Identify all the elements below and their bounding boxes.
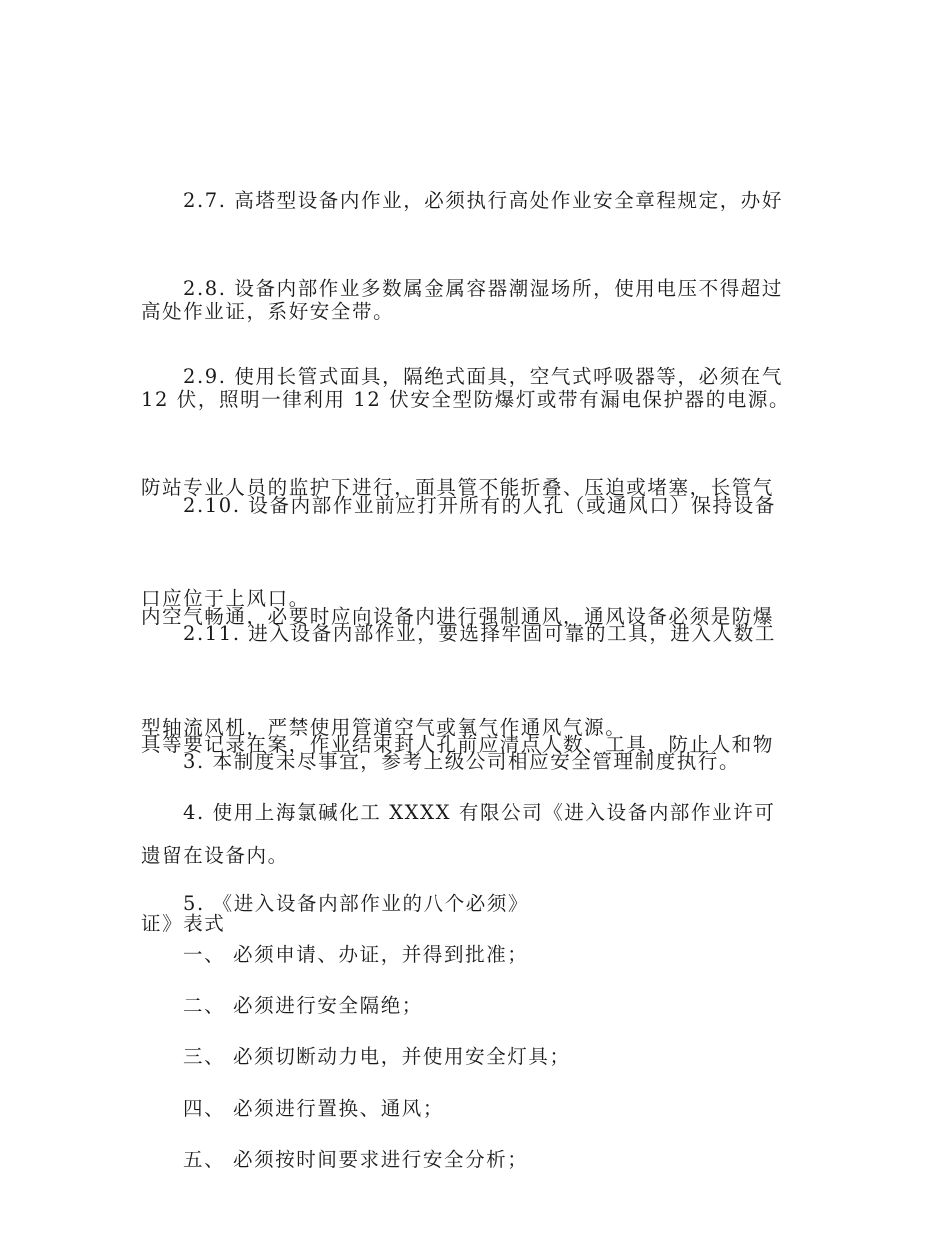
text-line: 具等要记录在案，作业结束封人孔前应清点人数、工具，防止人和物 — [141, 733, 775, 756]
list-item-5 — [141, 1067, 811, 1252]
text-line: 高处作业证，系好安全带。 — [141, 300, 395, 323]
text-line: 内空气畅通，必要时应向设备内进行强制通风，通风设备必须是防爆 — [141, 605, 775, 628]
text-line: 遗留在设备内。 — [141, 844, 289, 867]
text-line: 五、 必须按时间要求进行安全分析； — [183, 1148, 529, 1171]
text-line: 5. 《进入设备内部作业的八个必须》 — [183, 892, 530, 915]
text-line: 二、 必须进行安全隔绝； — [183, 994, 423, 1017]
text-line: 型轴流风机，严禁使用管道空气或氧气作通风气源。 — [141, 716, 627, 739]
text-line: 三、 必须切断动力电，并使用安全灯具； — [183, 1045, 571, 1068]
text-line: 2.10. 设备内部作业前应打开所有的人孔（或通风口）保持设备 — [183, 494, 776, 517]
text-line: 口应位于上风口。 — [141, 587, 310, 610]
text-line: 2.11. 进入设备内部作业，要选择牢固可靠的工具，进入人数工 — [183, 622, 776, 645]
text-line: 2.7. 高塔型设备内作业，必须执行高处作业安全章程规定，办好 — [183, 189, 784, 212]
text-line: 3. 本制度未尽事宜，参考上级公司相应安全管理制度执行。 — [183, 750, 741, 773]
text-line: 2.9. 使用长管式面具，隔绝式面具，空气式呼吸器等，必须在气 — [183, 365, 784, 388]
text-line: 2.8. 设备内部作业多数属金属容器潮湿场所，使用电压不得超过 — [183, 277, 784, 300]
text-line: 防站专业人员的监护下进行，面具管不能折叠、压迫或堵塞，长管气 — [141, 476, 775, 499]
text-line: 4. 使用上海氯碱化工 XXXX 有限公司《进入设备内部作业许可 — [183, 801, 776, 824]
text-line: 一、 必须申请、办证，并得到批准； — [183, 943, 529, 966]
text-line: 证》表式 — [141, 912, 226, 935]
text-line: 12 伏，照明一律利用 12 伏安全型防爆灯或带有漏电保护器的电源。 — [141, 388, 791, 411]
text-line: 四、 必须进行置换、通风； — [183, 1097, 444, 1120]
